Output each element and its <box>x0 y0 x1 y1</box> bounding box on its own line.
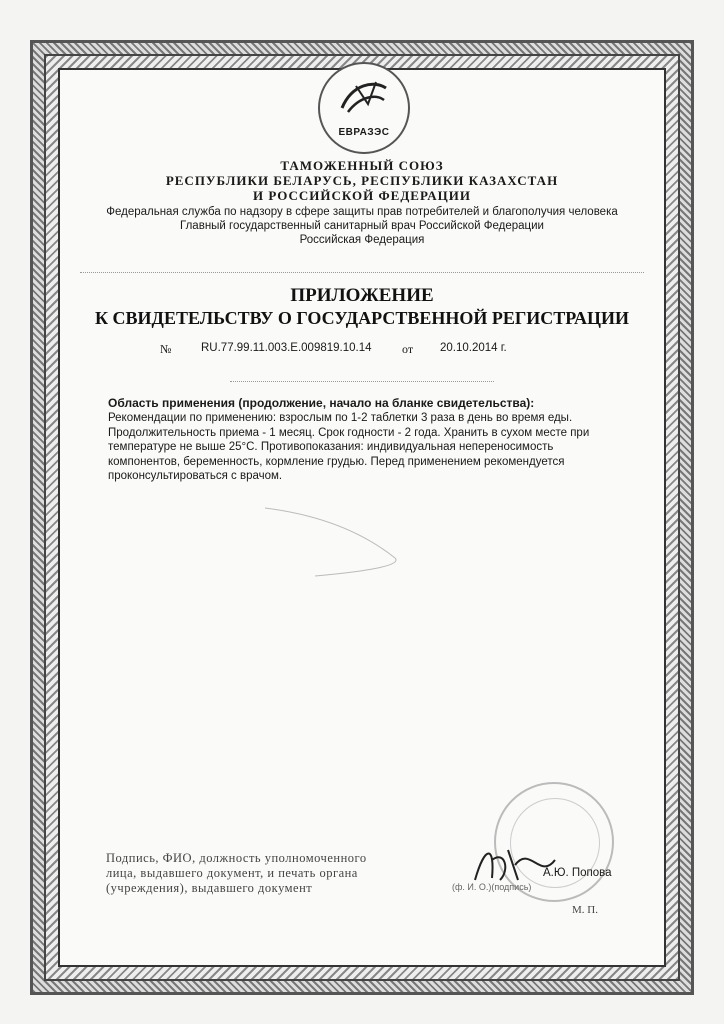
pen-stroke-mark <box>255 498 455 588</box>
emblem-label: ЕВРАЗЭС <box>338 127 390 138</box>
registration-number: RU.77.99.11.003.E.009819.10.14 <box>201 342 372 354</box>
faint-guide-line-2 <box>230 371 494 382</box>
eurasec-emblem <box>318 62 410 154</box>
document-title-line-1: ПРИЛОЖЕНИЕ <box>290 285 434 306</box>
from-label: от <box>402 342 414 356</box>
signer-name: А.Ю. Попова <box>543 867 612 879</box>
agency-line-2: Главный государственный санитарный врач Российской Федерации <box>180 220 544 232</box>
section-title: Область применения (продолжение, начало на бланке свидетельства): <box>108 396 535 410</box>
union-line-1: ТАМОЖЕННЫЙ СОЮЗ <box>280 158 444 173</box>
number-sign: № <box>160 342 172 356</box>
caption-line-1: Подпись, ФИО, должность уполномоченного <box>106 851 367 865</box>
registration-date: 20.10.2014 г. <box>440 342 507 354</box>
union-line-2: РЕСПУБЛИКИ БЕЛАРУСЬ, РЕСПУБЛИКИ КАЗАХСТАН <box>165 173 559 188</box>
document-title-line-2: К СВИДЕТЕЛЬСТВУ О ГОСУДАРСТВЕННОЙ РЕГИСТРАЦИИ <box>95 308 629 328</box>
document-content <box>60 70 664 965</box>
signature-caption <box>106 851 426 896</box>
caption-line-2: лица, выдавшего документ, и печать органа <box>106 866 358 880</box>
agency-line-1: Федеральная служба по надзору в сфере защиты прав потребителей и благополучия человека <box>106 206 618 218</box>
signer-subcaption: (ф. И. О.)(подпись) <box>452 882 532 892</box>
union-line-3: И РОССИЙСКОЙ ФЕДЕРАЦИИ <box>253 188 471 203</box>
agency-line-3: Российская Федерация <box>299 234 425 246</box>
caption-line-3: (учреждения), выдавшего документ <box>106 881 313 895</box>
body-text: Рекомендации по применению: взрослым по 1-2 таблетки 3 раза в день во время еды. Продолжительность приема - 1 месяц. Срок годности - 2 года. Хранить в сухом месте при температуре не выше 25°С. Противопоказания: индивидуальная непереносимость компонентов, беременность, кормление грудью. Перед применением рекомендуется проконсультироваться с врачом. <box>108 412 590 482</box>
seal-place-mark: М. П. <box>572 904 598 916</box>
eurasec-emblem-icon <box>334 74 394 118</box>
faint-guide-line-1 <box>80 262 644 273</box>
